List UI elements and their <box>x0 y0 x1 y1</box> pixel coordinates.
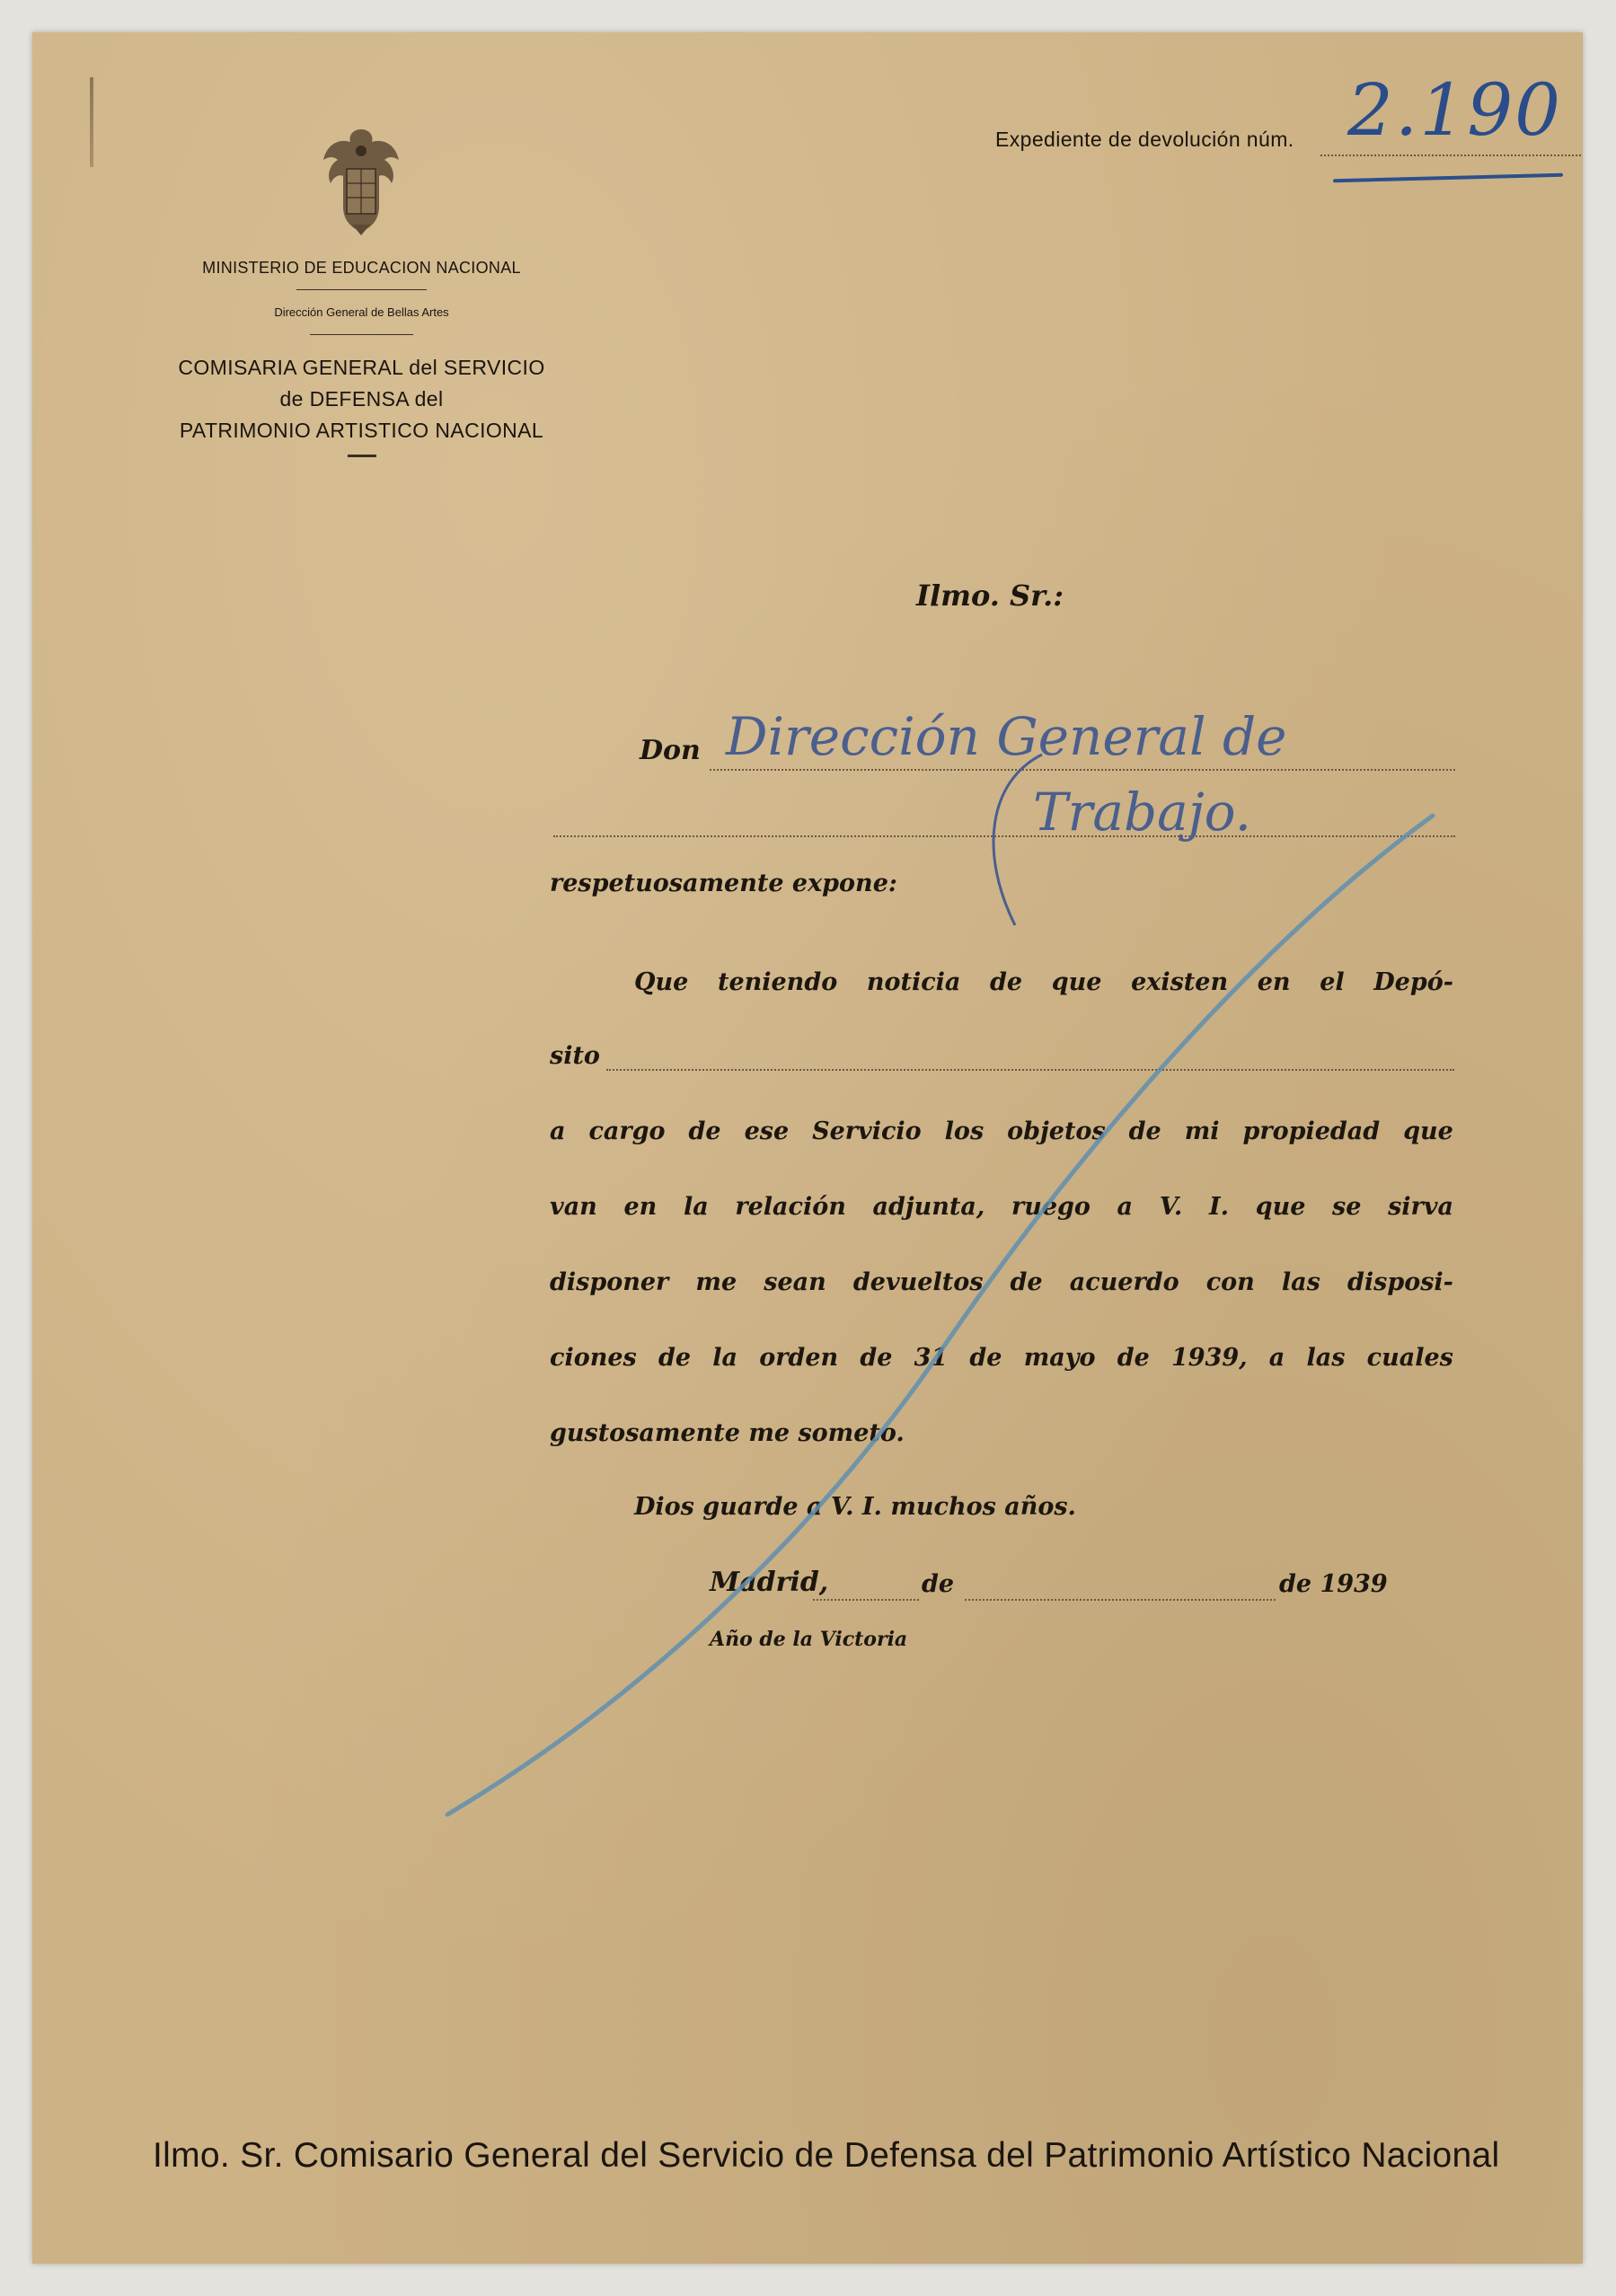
word: ese <box>744 1117 790 1145</box>
word: a <box>1117 1193 1134 1221</box>
word: adjunta, <box>872 1193 985 1221</box>
word: sean <box>764 1268 826 1296</box>
dateline-year: de 1939 <box>1279 1570 1388 1598</box>
word: orden <box>759 1344 839 1372</box>
word: Que <box>634 968 689 996</box>
word: la <box>683 1193 709 1221</box>
word: acuerdo <box>1069 1268 1179 1296</box>
word: que <box>1051 968 1102 996</box>
direction-subheading: Dirección General de Bellas Artes <box>274 305 449 319</box>
closing-formula: Dios guarde a V. I. muchos años. <box>634 1493 1076 1521</box>
word: que <box>1403 1117 1453 1145</box>
word: relación <box>735 1193 846 1221</box>
word: las <box>1281 1268 1320 1296</box>
word: sirva <box>1388 1193 1453 1221</box>
commission-line-2: de DEFENSA del <box>279 387 444 411</box>
word: de <box>969 1344 1002 1372</box>
word: van <box>550 1193 597 1221</box>
word: mi <box>1184 1117 1220 1145</box>
file-number-label: Expediente de devolución núm. <box>995 128 1294 151</box>
word: cargo <box>588 1117 666 1145</box>
word: que <box>1255 1193 1306 1221</box>
word: propiedad <box>1242 1117 1381 1145</box>
word: las <box>1306 1344 1346 1372</box>
word: los <box>944 1117 985 1145</box>
word: la <box>712 1344 737 1372</box>
word: a <box>1268 1344 1285 1372</box>
word: devueltos <box>852 1268 984 1296</box>
body-line-7: gustosamente me someto. <box>550 1419 905 1447</box>
word: de <box>658 1344 691 1372</box>
word: V. <box>1159 1193 1183 1221</box>
word: el <box>1320 968 1345 996</box>
commission-line-1: COMISARIA GENERAL del SERVICIO <box>178 356 545 379</box>
file-number-handwritten: 2.190 <box>1347 68 1563 152</box>
addressee-footer: Ilmo. Sr. Comisario General del Servicio de Defensa del Patrimonio Artístico Nacional <box>153 2136 1500 2175</box>
word: disponer <box>550 1268 669 1296</box>
word: de <box>1117 1344 1150 1372</box>
word: de <box>1010 1268 1043 1296</box>
salutation: Ilmo. Sr.: <box>916 578 1064 613</box>
word: ciones <box>550 1344 637 1372</box>
word: mayo <box>1023 1344 1096 1372</box>
word: existen <box>1131 968 1229 996</box>
word: a <box>550 1117 566 1145</box>
petitioner-handwritten-name: Dirección General de <box>726 706 1287 767</box>
dateline-motto: Año de la Victoria <box>710 1628 908 1651</box>
word: con <box>1205 1268 1255 1296</box>
word: 1939, <box>1170 1344 1248 1372</box>
petitioner-handwritten-line2: Trabajo. <box>1033 782 1252 843</box>
word: objetos <box>1007 1117 1106 1145</box>
word: en <box>623 1193 658 1221</box>
word: noticia <box>866 968 961 996</box>
word: ruego <box>1011 1193 1091 1221</box>
petitioner-prefix: Don <box>640 735 701 766</box>
commission-line-3: PATRIMONIO ARTISTICO NACIONAL <box>179 419 544 442</box>
expone-line: respetuosamente expone: <box>550 870 897 897</box>
word: 31 <box>914 1344 949 1372</box>
word: de <box>688 1117 721 1145</box>
word: en <box>1257 968 1291 996</box>
word: me <box>695 1268 737 1296</box>
body-line-2: sito <box>550 1042 600 1070</box>
word: teniendo <box>717 968 838 996</box>
word: I. <box>1209 1193 1230 1221</box>
ministry-heading: MINISTERIO DE EDUCACION NACIONAL <box>202 259 521 277</box>
word: de <box>1128 1117 1161 1145</box>
dateline-city: Madrid, <box>710 1567 829 1598</box>
word: Depó- <box>1373 968 1453 996</box>
dateline-de: de <box>922 1570 955 1598</box>
word: se <box>1332 1193 1362 1221</box>
word: de <box>860 1344 893 1372</box>
word: de <box>990 968 1023 996</box>
word: cuales <box>1366 1344 1453 1372</box>
word: disposi- <box>1347 1268 1453 1296</box>
word: Servicio <box>812 1117 922 1145</box>
